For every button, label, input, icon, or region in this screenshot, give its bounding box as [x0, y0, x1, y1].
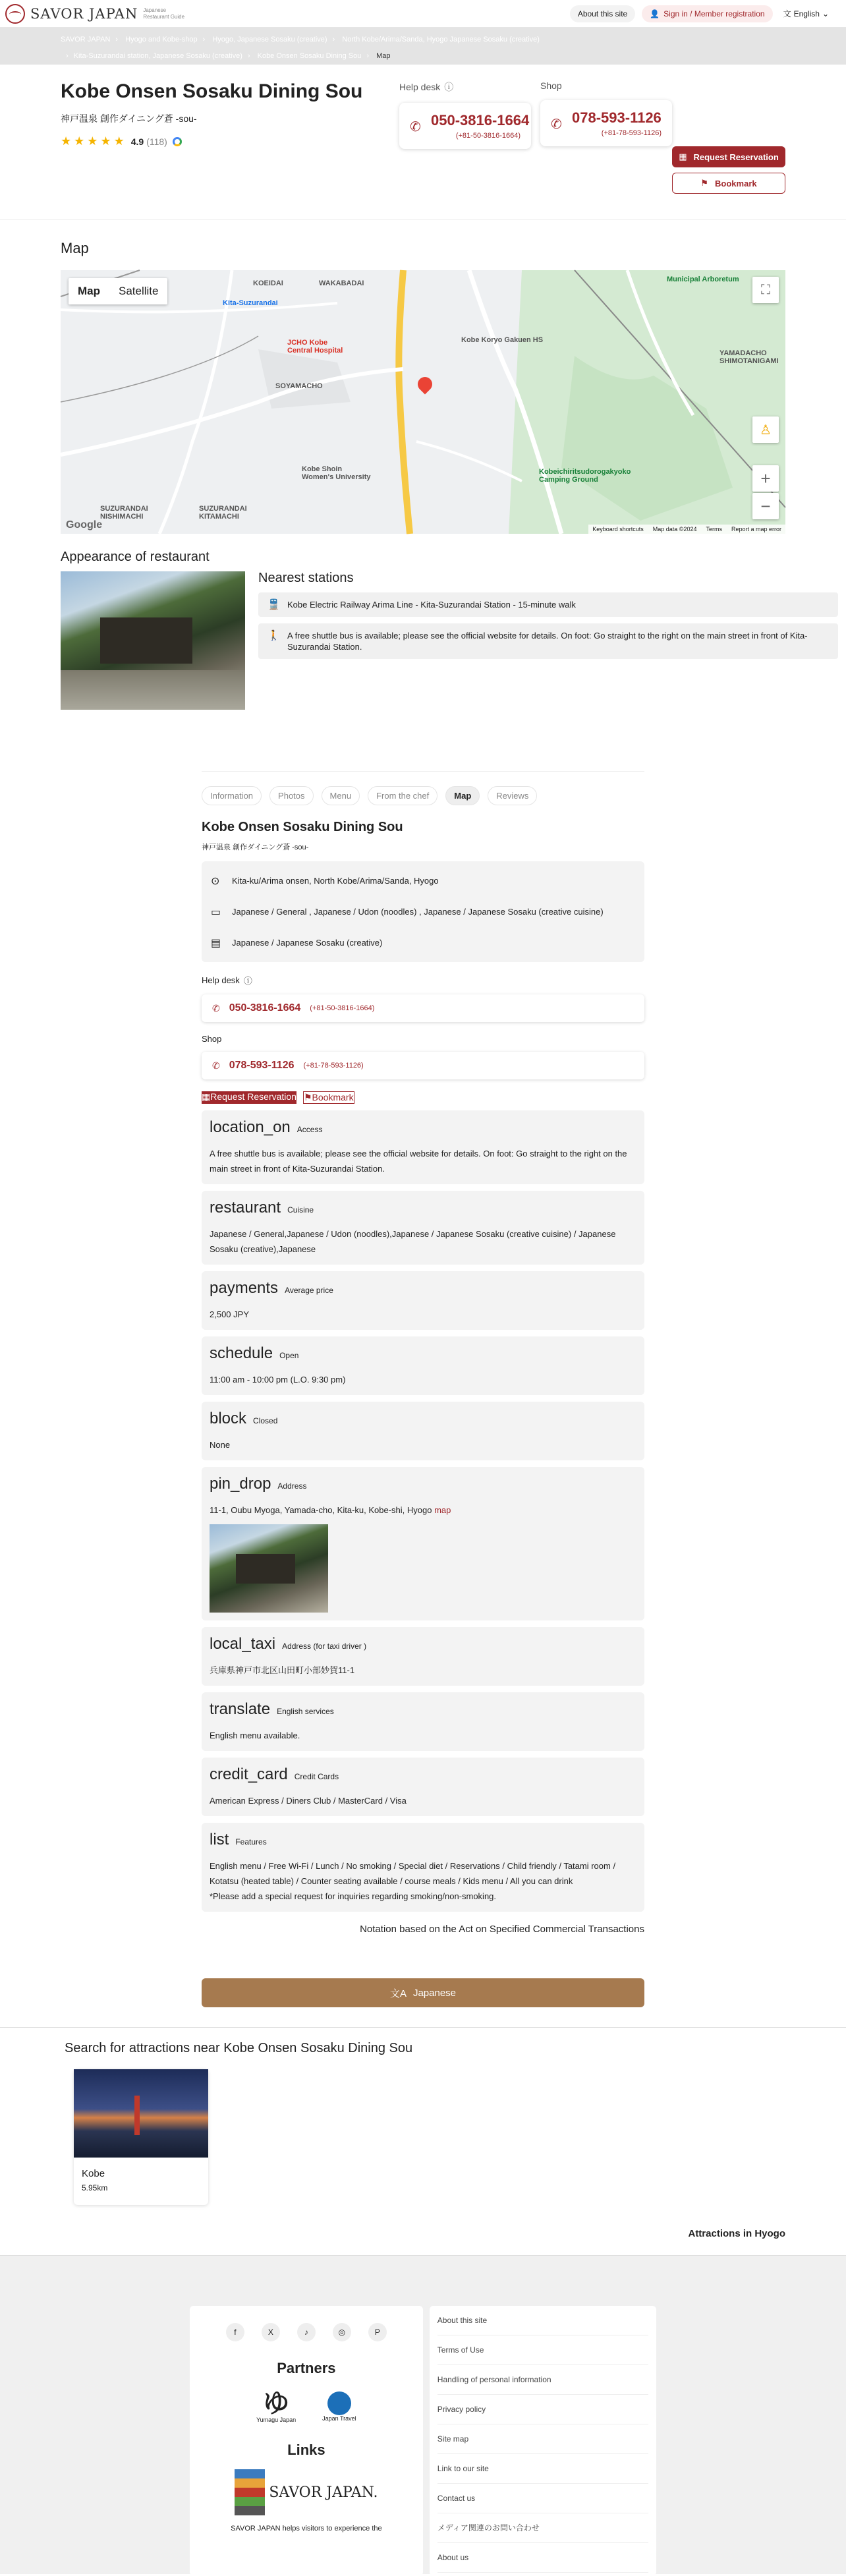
help-number: 050-3816-1664 — [431, 112, 530, 129]
page-title: Kobe Onsen Sosaku Dining Sou — [61, 80, 363, 102]
savor-japan-link[interactable] — [190, 2469, 423, 2515]
breadcrumb: SAVOR JAPAN › Hyogo and Kobe-shop › Hyogo, Japanese Sosaku (creative) › North Kobe/Arima/Sanda, Hyogo Japanese Sosaku (creative) › Kita-Suzurandai station, Japanese Sosaku (creative) › Kobe Onsen Sosaku Dining Sou › Map — [0, 28, 846, 65]
map-toggle-map[interactable]: Map — [78, 285, 100, 297]
schedule-icon: schedule — [210, 1344, 273, 1362]
detail-label: Access — [296, 1125, 323, 1134]
facebook-icon[interactable]: f — [226, 2323, 244, 2341]
top-bar — [0, 0, 846, 28]
shop-label: Shop — [202, 1034, 222, 1044]
map-label: Kobe Shoin Women's University — [302, 465, 371, 481]
help-number-intl: (+81-50-3816-1664) — [455, 132, 521, 140]
bookmark-icon: ⚑ — [700, 178, 709, 188]
walk-text: A free shuttle bus is available; please see the official website for details. On foot: Go straight to the right on the main street in front of Kita-Suzurandai Station. — [287, 631, 808, 652]
google-icon — [173, 137, 182, 146]
map-label: Municipal Arboretum — [667, 275, 739, 283]
detail-label: Cuisine — [287, 1205, 314, 1215]
reservation-label: Request Reservation — [693, 152, 779, 162]
station-item — [258, 592, 838, 617]
detail-value: English menu / Free Wi-Fi / Lunch / No smoking / Special diet / Reservations / Child friendly / Tatami room / Kotatsu (heated table) / Counter seating available / course meals / Kids menu / All you can drink — [210, 1861, 616, 1886]
map-toggle-satellite[interactable]: Satellite — [119, 285, 159, 297]
rating-value: 4.9 — [130, 136, 144, 147]
map-data-text: Map data ©2024 — [652, 526, 697, 532]
report-error-link[interactable]: Report a map error — [731, 526, 781, 532]
map-canvas — [61, 270, 785, 534]
detail-label: Average price — [285, 1286, 333, 1295]
tab-from-the-chef[interactable]: From the chef — [368, 786, 437, 805]
detail-value: 兵庫県神戸市北区山田町小部妙賀11-1 — [210, 1665, 355, 1675]
shop-contact — [540, 80, 672, 146]
tab-photos[interactable]: Photos — [269, 786, 313, 805]
attractions-hyogo-link[interactable]: Attractions in Hyogo — [688, 2228, 785, 2239]
brand-name: SAVOR JAPAN — [30, 5, 138, 22]
footer-link-sitemap[interactable]: Site map — [437, 2424, 648, 2454]
x-icon[interactable]: X — [262, 2323, 280, 2341]
footer-link-terms[interactable]: Terms of Use — [437, 2335, 648, 2365]
brand-sub-1: Japanese — [143, 7, 167, 13]
map-label: YAMADACHO SHIMOTANIGAMI — [719, 349, 779, 365]
map-label: SUZURANDAI NISHIMACHI — [100, 505, 148, 521]
map-footer — [588, 525, 785, 534]
footer-link-contact[interactable]: Contact us — [437, 2484, 648, 2513]
request-reservation-button[interactable] — [672, 146, 785, 167]
detail-label: English services — [277, 1707, 334, 1716]
brand[interactable] — [5, 4, 184, 24]
walk-item — [258, 623, 838, 659]
footer — [0, 2255, 846, 2574]
attractions-title: Search for attractions near Kobe Onsen Sosaku Dining Sou — [65, 2041, 413, 2055]
main-content — [202, 820, 644, 2007]
stations-title: Nearest stations — [258, 571, 354, 585]
review-count[interactable]: (118) — [146, 136, 167, 147]
attraction-distance: 5.95km — [82, 2183, 108, 2192]
translate-icon: translate — [210, 1700, 271, 1718]
fullscreen-icon[interactable]: ⛶ — [752, 277, 779, 303]
brand-sub-2: Restaurant Guide — [143, 13, 185, 20]
menu-book-icon: ▭ — [211, 907, 221, 918]
reservation-label: Request Reservation — [210, 1091, 296, 1102]
map[interactable] — [61, 270, 785, 534]
links-title: Links — [287, 2442, 325, 2458]
tab-menu[interactable]: Menu — [322, 786, 360, 805]
detail-value: American Express / Diners Club / MasterCard / Visa — [210, 1796, 407, 1806]
tab-information[interactable]: Information — [202, 786, 262, 805]
star-icon: ★ — [100, 134, 111, 148]
partner-japan-travel[interactable] — [322, 2391, 356, 2422]
breadcrumb-item[interactable]: North Kobe/Arima/Sanda, Hyogo Japanese Sosaku (creative) — [342, 36, 540, 43]
notation-link[interactable]: Notation based on the Act on Specified Commercial Transactions — [360, 1924, 644, 1935]
detail-note: *Please add a special request for inquiries regarding smoking/non-smoking. — [210, 1891, 497, 1901]
about-link[interactable]: About this site — [570, 5, 635, 22]
calendar-icon: ▦ — [202, 1091, 211, 1102]
bookmark-icon: ⚑ — [303, 1092, 312, 1102]
restaurant-name-jp: 神戸温泉 創作ダイニング蒼 -sou- — [61, 113, 197, 124]
partners-title: Partners — [277, 2360, 336, 2376]
attraction-card[interactable] — [74, 2069, 208, 2205]
footer-link-privacy[interactable]: Privacy policy — [437, 2395, 648, 2424]
help-number-intl: (+81-50-3816-1664) — [310, 1004, 375, 1012]
detail-label: Credit Cards — [294, 1772, 339, 1781]
shop-number: 078-593-1126 — [572, 109, 662, 126]
attraction-image — [74, 2069, 208, 2158]
savor-text: SAVOR JAPAN. — [269, 2484, 378, 2501]
zoom-in-button[interactable]: + — [752, 465, 779, 492]
brand-logo-icon — [5, 4, 25, 24]
savor-logo-icon — [235, 2469, 265, 2515]
savor-description: SAVOR JAPAN helps visitors to experience the — [231, 2525, 382, 2533]
user-icon: 👤 — [650, 9, 660, 18]
restaurant-title: Kobe Onsen Sosaku Dining Sou — [202, 820, 403, 834]
map-label: WAKABADAI — [319, 279, 364, 287]
help-desk-label: Help desk — [399, 82, 441, 92]
train-icon: 🚆 — [268, 599, 280, 610]
location-on-icon: location_on — [210, 1118, 291, 1136]
shop-phone[interactable] — [540, 100, 672, 146]
signin-label: Sign in / Member registration — [663, 9, 765, 18]
phone-icon: ✆ — [551, 117, 562, 132]
instagram-icon[interactable]: ◎ — [333, 2323, 351, 2341]
detail-value: None — [210, 1440, 231, 1450]
footer-link-about-us[interactable]: About us — [437, 2543, 648, 2573]
translate-icon: 文A — [389, 1988, 407, 1999]
phone-icon: ✆ — [410, 120, 421, 134]
shop-number: 078-593-1126 — [229, 1060, 295, 1071]
attraction-name: Kobe — [82, 2168, 105, 2179]
genre-text: Japanese / General , Japanese / Udon (noodles) , Japanese / Japanese Sosaku (creative cuisine) — [232, 907, 604, 917]
japan-travel-logo-icon — [327, 2391, 351, 2415]
storefront-icon: ▤ — [211, 938, 221, 949]
tab-reviews[interactable]: Reviews — [488, 786, 537, 805]
request-reservation-button[interactable] — [202, 1091, 296, 1104]
help-desk-phone-bar[interactable] — [202, 994, 644, 1022]
zoom-out-button[interactable]: − — [752, 493, 779, 519]
address-value: 11-1, Oubu Myoga, Yamada-cho, Kita-ku, Kobe-shi, Hyogo — [210, 1505, 432, 1515]
signin-button[interactable] — [642, 5, 772, 22]
footer-link-about[interactable]: About this site — [437, 2306, 648, 2335]
detail-value: 2,500 JPY — [210, 1309, 249, 1319]
detail-value: A free shuttle bus is available; please see the official website for details. On foot: Go straight to the right on the main street in front of Kita-Suzurandai Station. — [210, 1149, 627, 1174]
bookmark-label: Bookmark — [715, 178, 757, 188]
genre2-text: Japanese / Japanese Sosaku (creative) — [232, 938, 383, 948]
detail-label: Address — [277, 1481, 307, 1491]
calendar-icon: ▦ — [679, 152, 687, 161]
detail-features — [202, 1823, 644, 1912]
phone-icon: ✆ — [212, 1060, 220, 1071]
detail-label: Features — [235, 1837, 267, 1846]
detail-value: 11:00 am - 10:00 pm (L.O. 9:30 pm) — [210, 1375, 346, 1385]
star-icon: ★ — [61, 134, 72, 148]
partner-1-name: Yumagu Japan — [256, 2417, 296, 2423]
restaurant-header — [0, 65, 846, 220]
bookmark-label: Bookmark — [312, 1092, 354, 1102]
translate-icon: 文 — [783, 9, 791, 18]
list-icon: list — [210, 1831, 229, 1848]
detail-credit-cards — [202, 1758, 644, 1816]
yumagu-logo-icon: ゆ — [263, 2389, 290, 2418]
help-circle-icon: ⓘ — [243, 976, 252, 986]
language-select[interactable] — [779, 4, 833, 23]
location-icon: ⊙ — [211, 876, 220, 887]
partner-yumagu[interactable] — [256, 2390, 296, 2423]
map-title: Map — [61, 240, 89, 256]
shop-phone-bar[interactable] — [202, 1052, 644, 1079]
tab-bar — [202, 771, 644, 805]
map-label: Kita-Suzurandai — [223, 299, 278, 307]
walk-icon: 🚶 — [268, 630, 280, 641]
detail-open — [202, 1336, 644, 1395]
restaurant-icon: restaurant — [210, 1199, 281, 1216]
footer-link-link-to-site[interactable]: Link to our site — [437, 2454, 648, 2484]
info-box — [202, 861, 644, 962]
phone-icon: ✆ — [212, 1002, 220, 1014]
map-label: KOEIDAI — [253, 279, 283, 287]
block-icon: block — [210, 1410, 247, 1427]
star-icon: ★ — [74, 134, 85, 148]
map-label: Kobe Koryo Gakuen HS — [461, 336, 544, 344]
shop-label: Shop — [540, 80, 562, 91]
payments-icon: payments — [210, 1279, 279, 1297]
detail-value: Japanese / General,Japanese / Udon (noodles),Japanese / Japanese Sosaku (creative cuisine) / Japanese Sosaku (creative),Japanese — [210, 1229, 616, 1254]
map-label: Kobeichiritsudorogakyoko Camping Ground — [539, 468, 631, 484]
japanese-label: Japanese — [412, 1987, 457, 1999]
shop-number-intl: (+81-78-593-1126) — [601, 129, 662, 137]
help-desk-phone[interactable] — [399, 103, 531, 149]
chevron-down-icon: ⌄ — [822, 9, 829, 18]
social-links — [190, 2323, 423, 2341]
detail-english — [202, 1692, 644, 1751]
breadcrumb-item[interactable]: Kita-Suzurandai station, Japanese Sosaku (creative) — [73, 52, 242, 60]
map-type-toggle — [69, 278, 167, 304]
pinterest-icon[interactable]: P — [368, 2323, 387, 2341]
address-map-link[interactable]: map — [434, 1505, 451, 1515]
partner-2-name: Japan Travel — [322, 2415, 356, 2422]
detail-address — [202, 1467, 644, 1620]
tab-map[interactable]: Map — [445, 786, 480, 805]
help-desk — [399, 80, 531, 149]
breadcrumb-item[interactable]: Hyogo and Kobe-shop — [125, 36, 198, 43]
shop-number-intl: (+81-78-593-1126) — [303, 1062, 364, 1070]
breadcrumb-item[interactable]: Hyogo, Japanese Sosaku (creative) — [212, 36, 327, 43]
map-label: SOYAMACHO — [275, 382, 323, 390]
credit-card-icon: credit_card — [210, 1765, 288, 1783]
street-view-icon[interactable]: ♙ — [752, 416, 779, 443]
language-label: English — [793, 9, 820, 18]
appearance-title: Appearance of restaurant — [61, 550, 210, 564]
help-number: 050-3816-1664 — [229, 1002, 301, 1014]
map-label: SUZURANDAI KITAMACHI — [199, 505, 247, 521]
station-text: Kobe Electric Railway Arima Line - Kita-Suzurandai Station - 15-minute walk — [287, 600, 576, 610]
help-circle-icon: ⓘ — [444, 82, 454, 92]
detail-value: English menu available. — [210, 1731, 300, 1740]
keyboard-shortcuts-link[interactable]: Keyboard shortcuts — [592, 526, 644, 532]
star-icon: ★ — [87, 134, 98, 148]
detail-closed — [202, 1402, 644, 1460]
footer-links — [430, 2306, 656, 2576]
terms-link[interactable]: Terms — [706, 526, 722, 532]
map-label: JCHO Kobe Central Hospital — [287, 339, 343, 355]
bookmark-button[interactable] — [672, 173, 785, 194]
local-taxi-icon: local_taxi — [210, 1635, 276, 1653]
nearest-stations — [258, 571, 838, 659]
detail-label: Closed — [253, 1416, 278, 1425]
address-photo[interactable] — [210, 1524, 328, 1613]
breadcrumb-item[interactable]: SAVOR JAPAN — [61, 36, 111, 43]
detail-taxi — [202, 1627, 644, 1686]
tiktok-icon[interactable]: ♪ — [297, 2323, 316, 2341]
restaurant-photo[interactable] — [61, 571, 245, 710]
detail-price — [202, 1271, 644, 1330]
pin-drop-icon: pin_drop — [210, 1475, 271, 1493]
google-logo: Google — [66, 519, 103, 530]
detail-cuisine — [202, 1191, 644, 1265]
star-icon: ★ — [113, 134, 125, 148]
bookmark-button[interactable] — [303, 1091, 354, 1104]
breadcrumb-current: Map — [376, 52, 391, 60]
japanese-page-button[interactable] — [202, 1978, 644, 2007]
detail-label: Address (for taxi driver ) — [282, 1642, 367, 1651]
restaurant-name-jp: 神戸温泉 創作ダイニング蒼 -sou- — [202, 844, 309, 851]
breadcrumb-item[interactable]: Kobe Onsen Sosaku Dining Sou — [257, 52, 362, 60]
footer-link-media[interactable]: メディア関連のお問い合わせ — [437, 2513, 648, 2543]
area-text: Kita-ku/Arima onsen, North Kobe/Arima/Sanda, Hyogo — [232, 876, 439, 886]
detail-label: Open — [279, 1351, 299, 1360]
appearance-section — [61, 550, 808, 747]
attractions-section — [0, 2027, 846, 2255]
help-desk-label: Help desk — [202, 975, 240, 985]
detail-access — [202, 1110, 644, 1184]
footer-link-personal-info[interactable]: Handling of personal information — [437, 2365, 648, 2395]
